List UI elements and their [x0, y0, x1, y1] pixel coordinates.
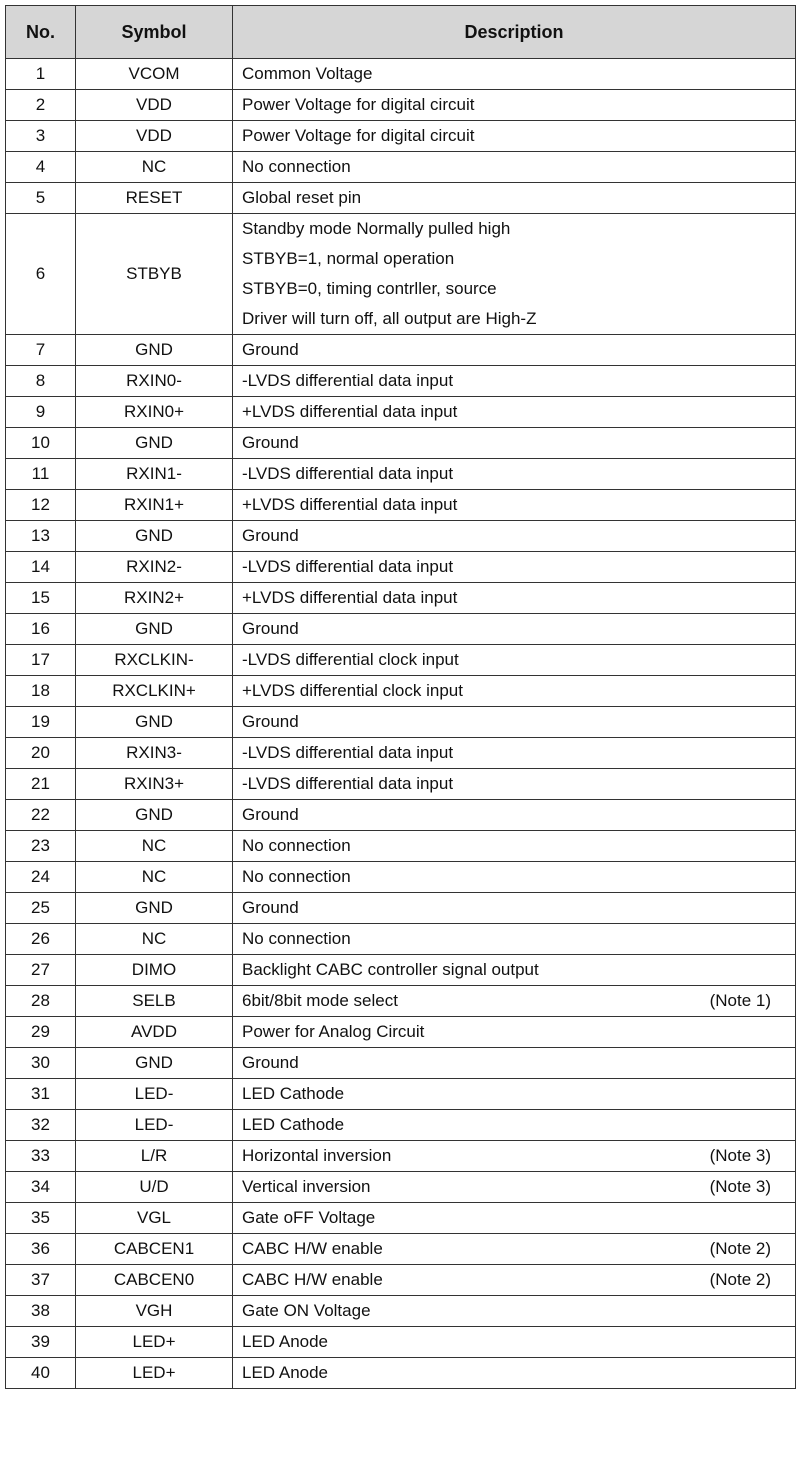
description-text: Driver will turn off, all output are High-Z: [242, 309, 537, 328]
pin-symbol: L/R: [76, 1141, 233, 1172]
pin-description: [233, 583, 796, 614]
table-row: [6, 645, 796, 676]
pin-note: (Note 2): [709, 1270, 771, 1289]
pin-description: [233, 831, 796, 862]
description-text: +LVDS differential data input: [242, 588, 458, 607]
description-line: [242, 583, 795, 613]
pin-symbol: NC: [76, 862, 233, 893]
pin-number: 19: [6, 707, 76, 738]
pin-symbol: U/D: [76, 1172, 233, 1203]
pin-number: 36: [6, 1234, 76, 1265]
table-row: [6, 583, 796, 614]
pin-description: [233, 1141, 796, 1172]
pin-description: [233, 459, 796, 490]
pin-number: 21: [6, 769, 76, 800]
pin-description: [233, 90, 796, 121]
pin-description: [233, 397, 796, 428]
description-text: Common Voltage: [242, 64, 373, 83]
pin-number: 22: [6, 800, 76, 831]
pin-symbol: GND: [76, 1048, 233, 1079]
pin-number: 4: [6, 152, 76, 183]
pin-symbol: RXIN3+: [76, 769, 233, 800]
table-row: [6, 335, 796, 366]
description-line: [242, 1358, 795, 1388]
pin-description: [233, 676, 796, 707]
pin-number: 15: [6, 583, 76, 614]
table-row: [6, 1048, 796, 1079]
pin-number: 23: [6, 831, 76, 862]
description-text: Power for Analog Circuit: [242, 1022, 425, 1041]
table-row: [6, 1141, 796, 1172]
pin-description: [233, 1358, 796, 1389]
description-text: STBYB=1, normal operation: [242, 249, 455, 268]
pin-description: [233, 769, 796, 800]
description-line: [242, 1017, 795, 1047]
pin-symbol: VDD: [76, 121, 233, 152]
header-row: [6, 6, 796, 59]
description-line: [242, 304, 795, 334]
description-line: [242, 1234, 795, 1264]
table-row: [6, 521, 796, 552]
description-line: [242, 274, 795, 304]
pin-description: [233, 152, 796, 183]
pin-number: 24: [6, 862, 76, 893]
description-line: [242, 490, 795, 520]
description-text: Ground: [242, 1053, 299, 1072]
pin-note: (Note 3): [709, 1146, 771, 1165]
description-text: CABC H/W enable: [242, 1239, 383, 1258]
header-no: No.: [6, 6, 76, 59]
pin-description: [233, 1327, 796, 1358]
description-line: [242, 459, 795, 489]
description-text: No connection: [242, 867, 351, 886]
pin-symbol: GND: [76, 800, 233, 831]
pin-symbol: LED+: [76, 1327, 233, 1358]
table-row: [6, 707, 796, 738]
table-row: [6, 738, 796, 769]
description-text: -LVDS differential data input: [242, 743, 454, 762]
description-text: -LVDS differential data input: [242, 774, 454, 793]
pin-symbol: RXIN2-: [76, 552, 233, 583]
pin-note: (Note 1): [709, 991, 771, 1010]
pin-description: [233, 490, 796, 521]
pin-description: [233, 862, 796, 893]
table-row: [6, 90, 796, 121]
pin-note: (Note 2): [709, 1239, 771, 1258]
description-line: [242, 1079, 795, 1109]
table-row: [6, 614, 796, 645]
table-header: [6, 6, 796, 59]
pin-symbol: RXIN1-: [76, 459, 233, 490]
description-text: STBYB=0, timing contrller, source: [242, 279, 497, 298]
description-text: 6bit/8bit mode select: [242, 991, 398, 1010]
pin-assignment-table: [5, 5, 796, 1389]
description-text: Global reset pin: [242, 188, 362, 207]
pin-description: [233, 59, 796, 90]
description-line: [242, 366, 795, 396]
pin-symbol: RXIN0-: [76, 366, 233, 397]
table-row: [6, 676, 796, 707]
description-line: [242, 152, 795, 182]
pin-symbol: RXIN0+: [76, 397, 233, 428]
header-symbol: Symbol: [76, 6, 233, 59]
description-text: -LVDS differential clock input: [242, 650, 459, 669]
pin-symbol: VGL: [76, 1203, 233, 1234]
description-text: Ground: [242, 712, 299, 731]
pin-number: 33: [6, 1141, 76, 1172]
pin-number: 14: [6, 552, 76, 583]
description-text: Ground: [242, 898, 299, 917]
description-line: [242, 800, 795, 830]
pin-number: 10: [6, 428, 76, 459]
pin-number: 37: [6, 1265, 76, 1296]
description-line: [242, 769, 795, 799]
table-row: [6, 924, 796, 955]
pin-number: 35: [6, 1203, 76, 1234]
table-row: [6, 1172, 796, 1203]
pin-symbol: GND: [76, 614, 233, 645]
pin-description: [233, 1048, 796, 1079]
table-row: [6, 552, 796, 583]
pin-number: 27: [6, 955, 76, 986]
table-row: [6, 831, 796, 862]
pin-symbol: GND: [76, 335, 233, 366]
description-line: [242, 614, 795, 644]
description-text: No connection: [242, 929, 351, 948]
pin-number: 7: [6, 335, 76, 366]
pin-number: 11: [6, 459, 76, 490]
description-line: [242, 924, 795, 954]
description-text: Gate oFF Voltage: [242, 1208, 376, 1227]
description-text: -LVDS differential data input: [242, 371, 454, 390]
pin-number: 12: [6, 490, 76, 521]
description-text: Horizontal inversion: [242, 1146, 392, 1165]
pin-description: [233, 1079, 796, 1110]
table-row: [6, 183, 796, 214]
pin-description: [233, 800, 796, 831]
pin-symbol: RXCLKIN-: [76, 645, 233, 676]
pin-number: 34: [6, 1172, 76, 1203]
pin-number: 9: [6, 397, 76, 428]
table-row: [6, 986, 796, 1017]
pin-description: [233, 1296, 796, 1327]
table-row: [6, 1079, 796, 1110]
description-line: [242, 335, 795, 365]
pin-description: [233, 614, 796, 645]
pin-description: [233, 1017, 796, 1048]
pin-symbol: VCOM: [76, 59, 233, 90]
table-row: [6, 366, 796, 397]
description-line: [242, 955, 795, 985]
description-line: [242, 521, 795, 551]
description-line: [242, 707, 795, 737]
table-row: [6, 862, 796, 893]
description-text: CABC H/W enable: [242, 1270, 383, 1289]
pin-symbol: GND: [76, 428, 233, 459]
description-line: [242, 1203, 795, 1233]
description-text: Ground: [242, 340, 299, 359]
pin-symbol: VGH: [76, 1296, 233, 1327]
pin-number: 26: [6, 924, 76, 955]
description-text: LED Cathode: [242, 1084, 345, 1103]
description-text: Ground: [242, 433, 299, 452]
description-text: +LVDS differential clock input: [242, 681, 463, 700]
description-line: [242, 90, 795, 120]
table-row: [6, 1265, 796, 1296]
pin-symbol: GND: [76, 521, 233, 552]
table-row: [6, 59, 796, 90]
pin-number: 6: [6, 214, 76, 335]
table-row: [6, 121, 796, 152]
description-text: -LVDS differential data input: [242, 464, 454, 483]
pin-number: 3: [6, 121, 76, 152]
table-row: [6, 1110, 796, 1141]
pin-symbol: GND: [76, 893, 233, 924]
pin-description: [233, 986, 796, 1017]
pin-number: 30: [6, 1048, 76, 1079]
pin-description: [233, 1110, 796, 1141]
description-line: [242, 831, 795, 861]
table-row: [6, 893, 796, 924]
pin-description: [233, 645, 796, 676]
description-line: [242, 1172, 795, 1202]
pin-number: 29: [6, 1017, 76, 1048]
pin-number: 32: [6, 1110, 76, 1141]
description-text: -LVDS differential data input: [242, 557, 454, 576]
pin-description: [233, 893, 796, 924]
description-text: Ground: [242, 619, 299, 638]
pin-description: [233, 738, 796, 769]
description-text: Power Voltage for digital circuit: [242, 126, 475, 145]
pin-number: 13: [6, 521, 76, 552]
pin-symbol: RXIN2+: [76, 583, 233, 614]
pin-description: [233, 335, 796, 366]
table-row: [6, 769, 796, 800]
pin-description: [233, 521, 796, 552]
pin-symbol: VDD: [76, 90, 233, 121]
pin-symbol: GND: [76, 707, 233, 738]
table-row: [6, 428, 796, 459]
description-line: [242, 244, 795, 274]
description-line: [242, 214, 795, 244]
pin-symbol: LED-: [76, 1079, 233, 1110]
pin-symbol: STBYB: [76, 214, 233, 335]
description-line: [242, 1327, 795, 1357]
table-row: [6, 955, 796, 986]
pin-table-container: [5, 5, 795, 1389]
pin-number: 38: [6, 1296, 76, 1327]
pin-description: [233, 214, 796, 335]
pin-symbol: RESET: [76, 183, 233, 214]
header-description: Description: [233, 6, 796, 59]
pin-number: 40: [6, 1358, 76, 1389]
pin-number: 39: [6, 1327, 76, 1358]
table-row: [6, 1017, 796, 1048]
table-row: [6, 214, 796, 335]
pin-symbol: CABCEN0: [76, 1265, 233, 1296]
pin-number: 31: [6, 1079, 76, 1110]
description-line: [242, 986, 795, 1016]
pin-number: 25: [6, 893, 76, 924]
pin-description: [233, 183, 796, 214]
table-row: [6, 459, 796, 490]
table-row: [6, 1296, 796, 1327]
description-line: [242, 1265, 795, 1295]
description-text: Vertical inversion: [242, 1177, 371, 1196]
pin-symbol: SELB: [76, 986, 233, 1017]
pin-description: [233, 955, 796, 986]
pin-symbol: DIMO: [76, 955, 233, 986]
pin-description: [233, 707, 796, 738]
description-text: +LVDS differential data input: [242, 402, 458, 421]
description-text: No connection: [242, 836, 351, 855]
pin-symbol: NC: [76, 831, 233, 862]
description-line: [242, 121, 795, 151]
pin-number: 20: [6, 738, 76, 769]
pin-symbol: AVDD: [76, 1017, 233, 1048]
table-row: [6, 1358, 796, 1389]
description-text: No connection: [242, 157, 351, 176]
description-line: [242, 183, 795, 213]
pin-symbol: RXIN1+: [76, 490, 233, 521]
description-text: Backlight CABC controller signal output: [242, 960, 539, 979]
description-line: [242, 552, 795, 582]
pin-number: 8: [6, 366, 76, 397]
description-text: Ground: [242, 805, 299, 824]
pin-description: [233, 1265, 796, 1296]
pin-description: [233, 1203, 796, 1234]
pin-symbol: NC: [76, 924, 233, 955]
pin-number: 28: [6, 986, 76, 1017]
pin-description: [233, 924, 796, 955]
pin-number: 5: [6, 183, 76, 214]
description-line: [242, 397, 795, 427]
description-text: Ground: [242, 526, 299, 545]
pin-symbol: RXCLKIN+: [76, 676, 233, 707]
table-row: [6, 490, 796, 521]
pin-symbol: LED+: [76, 1358, 233, 1389]
description-line: [242, 893, 795, 923]
description-text: LED Cathode: [242, 1115, 345, 1134]
pin-description: [233, 428, 796, 459]
pin-symbol: NC: [76, 152, 233, 183]
description-text: LED Anode: [242, 1332, 329, 1351]
description-text: Power Voltage for digital circuit: [242, 95, 475, 114]
description-line: [242, 1296, 795, 1326]
pin-description: [233, 121, 796, 152]
description-line: [242, 862, 795, 892]
table-row: [6, 397, 796, 428]
description-text: Gate ON Voltage: [242, 1301, 371, 1320]
table-row: [6, 800, 796, 831]
description-line: [242, 1141, 795, 1171]
table-row: [6, 1203, 796, 1234]
description-line: [242, 59, 795, 89]
table-row: [6, 1234, 796, 1265]
pin-number: 18: [6, 676, 76, 707]
table-row: [6, 1327, 796, 1358]
pin-symbol: LED-: [76, 1110, 233, 1141]
description-text: LED Anode: [242, 1363, 329, 1382]
description-line: [242, 1110, 795, 1140]
pin-description: [233, 1172, 796, 1203]
pin-description: [233, 552, 796, 583]
description-text: Standby mode Normally pulled high: [242, 219, 511, 238]
description-text: +LVDS differential data input: [242, 495, 458, 514]
pin-description: [233, 1234, 796, 1265]
pin-number: 2: [6, 90, 76, 121]
pin-symbol: RXIN3-: [76, 738, 233, 769]
pin-symbol: CABCEN1: [76, 1234, 233, 1265]
pin-number: 1: [6, 59, 76, 90]
table-row: [6, 152, 796, 183]
pin-number: 17: [6, 645, 76, 676]
description-line: [242, 676, 795, 706]
description-line: [242, 428, 795, 458]
pin-description: [233, 366, 796, 397]
pin-note: (Note 3): [709, 1177, 771, 1196]
description-line: [242, 1048, 795, 1078]
description-line: [242, 645, 795, 675]
table-body: [6, 59, 796, 1389]
pin-number: 16: [6, 614, 76, 645]
description-line: [242, 738, 795, 768]
